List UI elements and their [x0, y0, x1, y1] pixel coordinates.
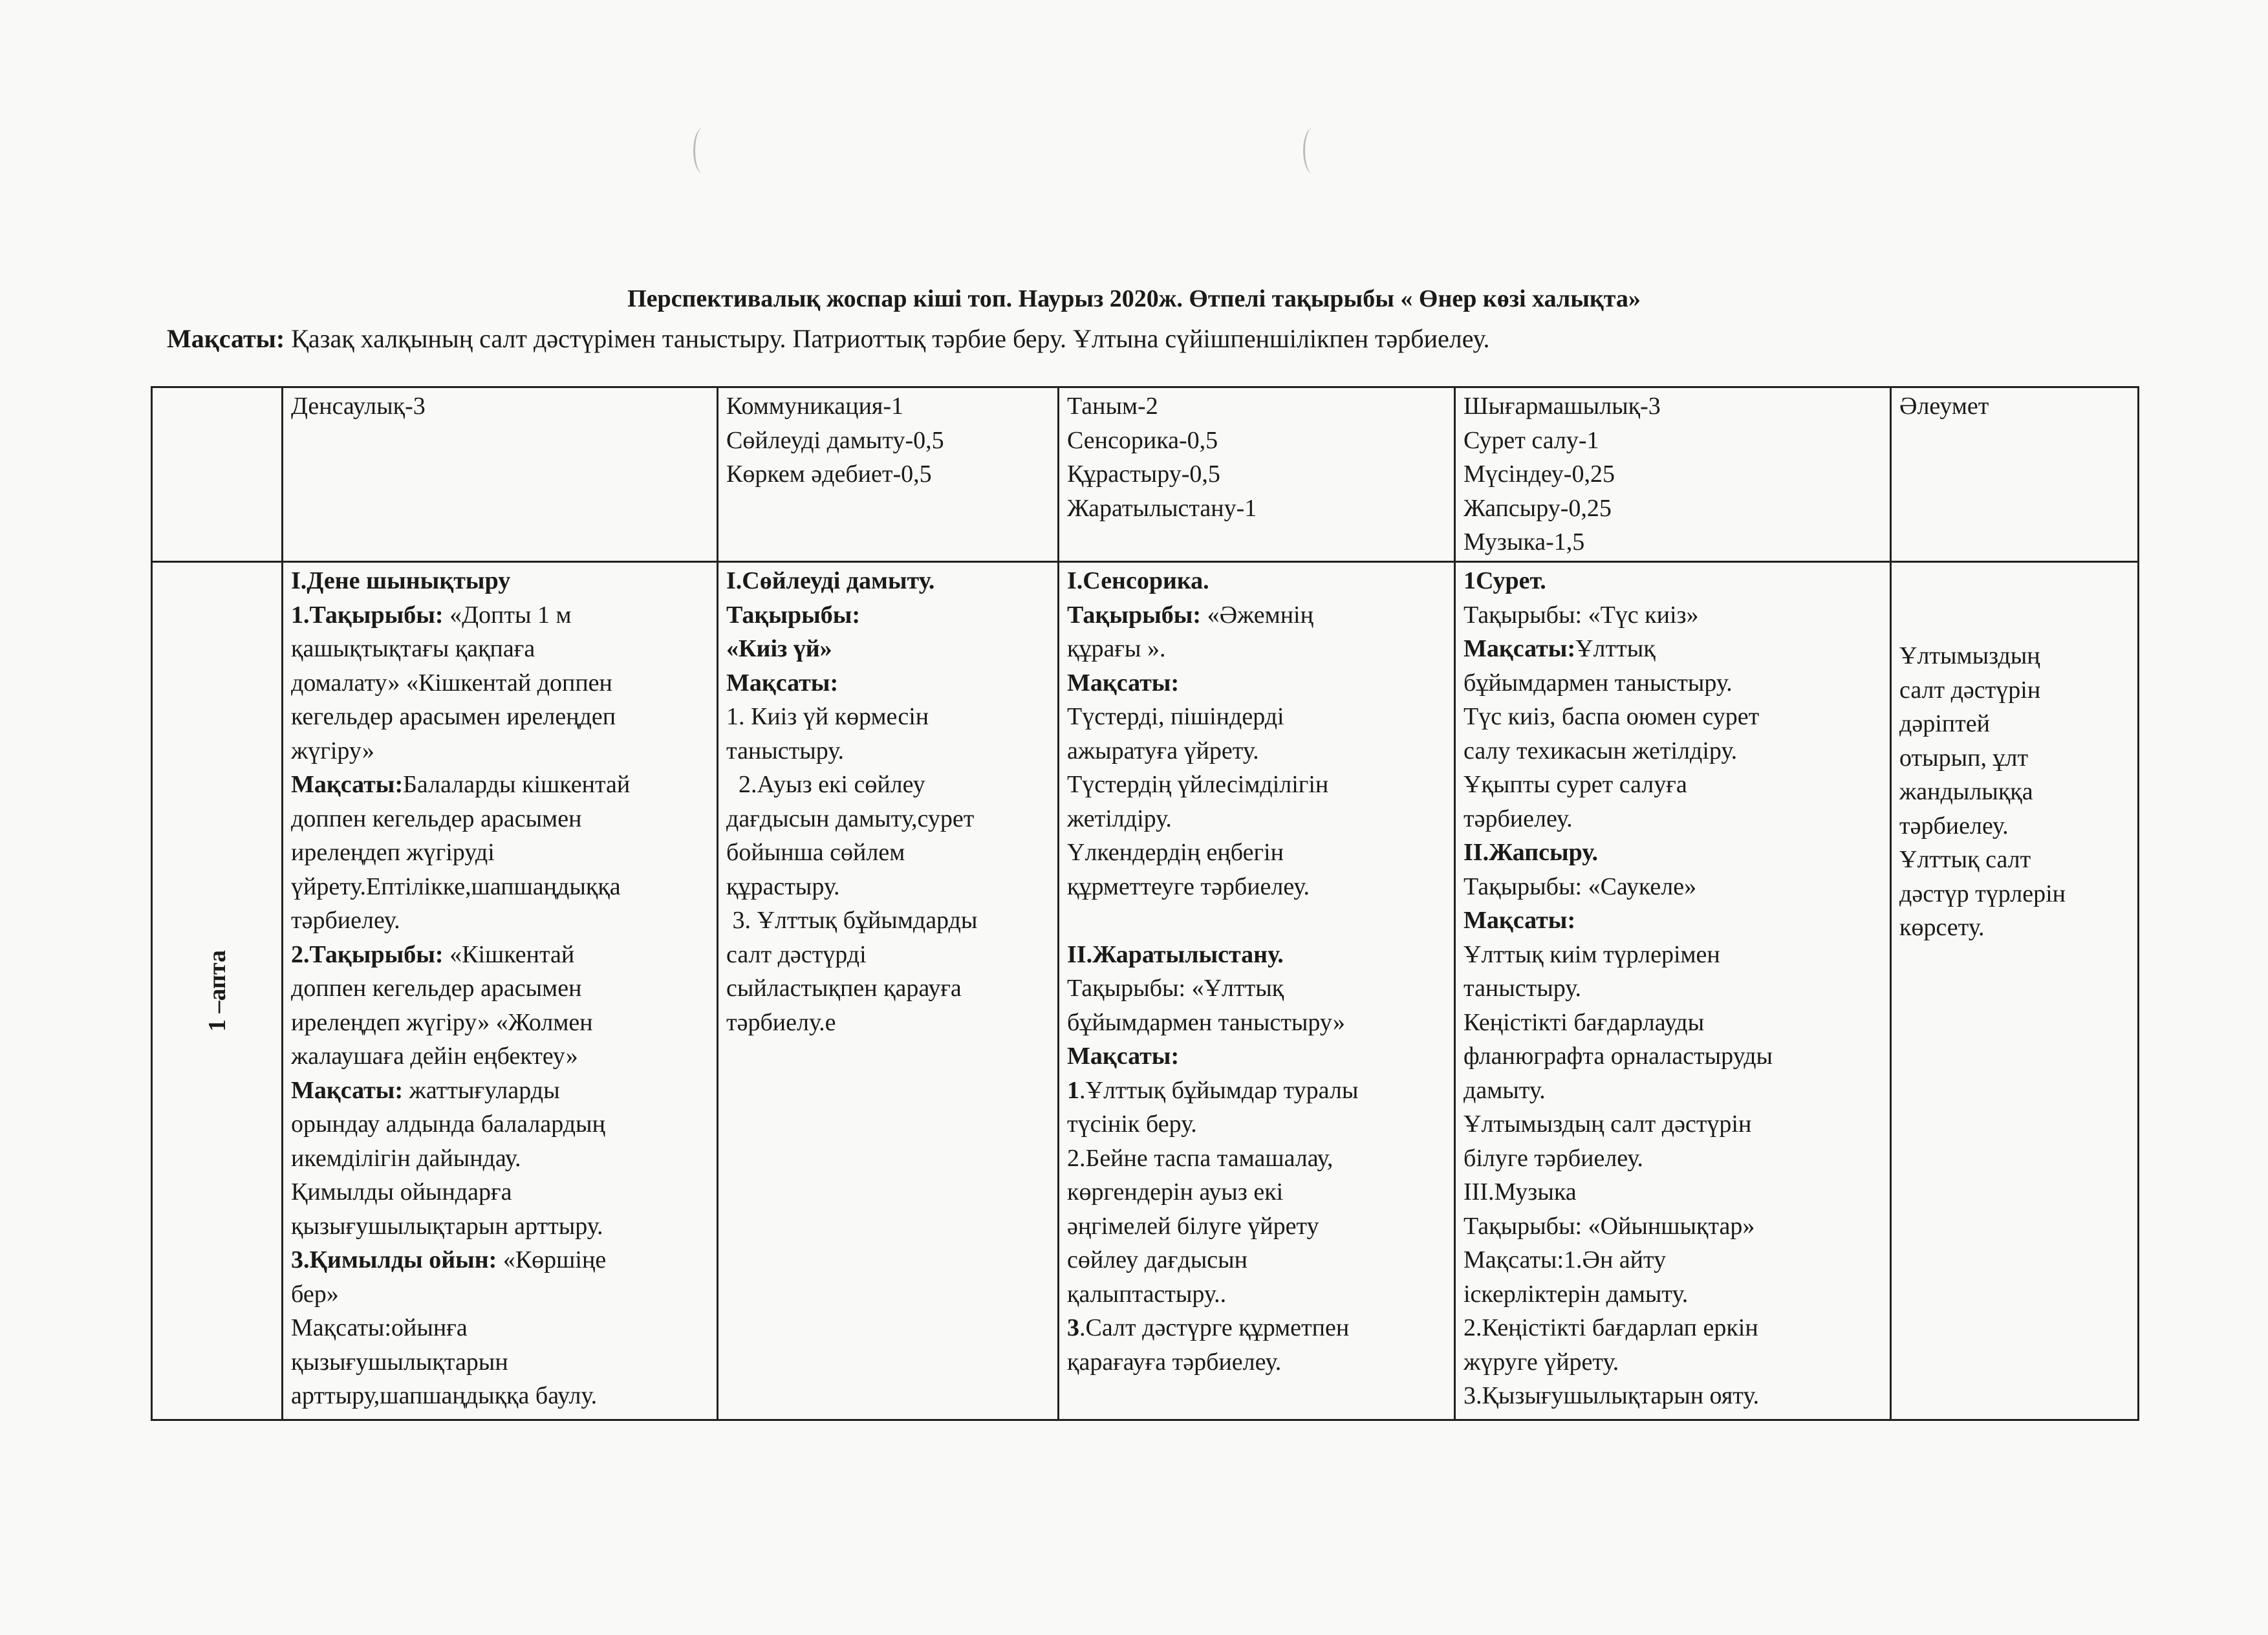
- text-line: ІІ.Жапсыру.: [1463, 839, 1598, 866]
- text-run: .Ұлттық бұйымдар туралы: [1079, 1076, 1359, 1104]
- text-line: доппен кегельдер арасымен: [291, 805, 582, 832]
- text-line: Мақсаты:1.Ән айту: [1463, 1246, 1667, 1273]
- text-line: көрсету.: [1899, 914, 1985, 941]
- text-line: Тақырыбы: «Түс киіз»: [1463, 601, 1699, 629]
- text-line: Үлкендердің еңбегін: [1067, 839, 1284, 866]
- header-line: Сурет салу-1: [1463, 426, 1599, 454]
- bold-label: Мақсаты:: [291, 771, 404, 798]
- page-title: Перспективалық жоспар кіші топ. Наурыз 2020ж. Өтпелі тақырыбы « Өнер көзі халықта»: [627, 285, 1641, 312]
- punch-hole-left: [693, 128, 712, 173]
- bold-label: Мақсаты:: [1463, 635, 1576, 662]
- text-line: Қимылды ойындарға: [291, 1178, 512, 1206]
- text-line: І.Дене шынықтыру: [291, 567, 511, 594]
- text-line: [291, 938, 709, 972]
- header-line: Құрастыру-0,5: [1067, 460, 1220, 488]
- text-line: Ұлттық киім түрлерімен: [1463, 940, 1720, 968]
- text-line: [291, 1074, 709, 1108]
- text-line: [291, 768, 709, 802]
- text-line: құрағы ».: [1067, 635, 1166, 662]
- text-run: «Көршіңе: [497, 1246, 607, 1273]
- bold-label: Тақырыбы:: [1067, 601, 1202, 629]
- plan-table: [151, 386, 2139, 1421]
- text-line: бер»: [291, 1280, 339, 1308]
- text-line: фланюграфта орналастыруды: [1463, 1043, 1773, 1070]
- text-line: сөйлеу дағдысын: [1067, 1246, 1247, 1273]
- header-line: Сөйлеуді дамыту-0,5: [726, 426, 944, 454]
- header-line: Жапсыру-0,25: [1463, 494, 1612, 522]
- text-line: таныстыру.: [1463, 975, 1582, 1002]
- bold-label: Мақсаты:: [291, 1076, 404, 1104]
- text-line: 2.Ауыз екі сөйлеу: [726, 771, 925, 798]
- aim-line: [167, 323, 2172, 354]
- header-line: Сенсорика-0,5: [1067, 426, 1218, 454]
- text-line: салт дәстүрді: [726, 940, 867, 968]
- text-line: қызығушылықтарын арттыру.: [291, 1212, 603, 1240]
- header-creativity: [1455, 387, 1891, 562]
- text-line: Түс киіз, баспа оюмен сурет: [1463, 703, 1760, 730]
- text-line: жетілдіру.: [1067, 805, 1172, 832]
- text-line: тәрбиелеу.: [1899, 812, 2009, 839]
- text-line: тәрбиелу.е: [726, 1008, 836, 1036]
- blank-line: [1067, 904, 1446, 938]
- text-line: жандылыққа: [1899, 778, 2033, 805]
- text-line: [1067, 1311, 1446, 1345]
- header-line: Таным-2: [1067, 393, 1158, 420]
- text-line: Ұлттық салт: [1899, 846, 2031, 873]
- text-line: Кеңістікті бағдарлауды: [1463, 1008, 1705, 1036]
- header-line: Коммуникация-1: [726, 393, 904, 420]
- text-line: әңгімелей білуге үйрету: [1067, 1212, 1319, 1240]
- text-line: Түстерді, пішіндерді: [1067, 703, 1284, 730]
- text-line: [291, 598, 709, 633]
- aim-text: Қазақ халқының салт дәстүрімен таныстыру. Патриоттық тәрбие беру. Ұлтына сүйішпеншілікпен тәрбиелеу.: [285, 324, 1490, 353]
- text-line: Мақсаты:: [1067, 669, 1180, 697]
- text-line: таныстыру.: [726, 737, 845, 764]
- text-line: Тақырыбы: «Ойыншықтар»: [1463, 1212, 1755, 1240]
- text-line: бойынша сөйлем: [726, 839, 905, 866]
- header-cognition: [1059, 387, 1455, 562]
- text-line: түсінік беру.: [1067, 1110, 1197, 1138]
- text-line: Мақсаты:ойынға: [291, 1314, 468, 1341]
- text-run: «Кішкентай: [443, 940, 575, 968]
- text-line: арттыру,шапшаңдыққа баулу.: [291, 1382, 598, 1409]
- header-line: Шығармашылық-3: [1463, 393, 1661, 420]
- text-line: икемділігін дайындау.: [291, 1144, 521, 1172]
- social-cell: [1891, 562, 2139, 1420]
- text-line: үйрету.Ептілікке,шапшаңдыққа: [291, 872, 621, 900]
- text-line: дағдысын дамыту,сурет: [726, 805, 975, 832]
- text-line: дамыту.: [1463, 1076, 1546, 1104]
- text-line: 3. Ұлттық бұйымдарды: [726, 907, 978, 934]
- text-run: .Салт дәстүрге құрметпен: [1079, 1314, 1350, 1341]
- text-line: Мақсаты:: [1463, 907, 1576, 934]
- communication-cell: [718, 562, 1059, 1420]
- text-line: көргендерін ауыз екі: [1067, 1178, 1284, 1206]
- header-line: Көркем әдебиет-0,5: [726, 460, 932, 488]
- text-run: «Әжемнің: [1201, 601, 1313, 629]
- spacer: [1899, 564, 2130, 639]
- text-line: Тақырыбы:: [726, 601, 861, 629]
- week-label: 1 –апта: [203, 949, 231, 1032]
- text-line: 2.Бейне таспа тамашалау,: [1067, 1144, 1334, 1172]
- text-line: тәрбиелеу.: [291, 907, 400, 934]
- health-cell: [283, 562, 718, 1420]
- text-line: [1067, 1074, 1446, 1108]
- text-line: қашықтықтағы қақпаға: [291, 635, 535, 662]
- text-line: құрметтеуге тәрбиелеу.: [1067, 872, 1310, 900]
- text-line: Мақсаты:: [726, 669, 839, 697]
- header-line: Денсаулық-3: [291, 393, 426, 420]
- text-line: қалыптастыру..: [1067, 1280, 1227, 1308]
- text-line: Тақырыбы: «Саукеле»: [1463, 872, 1697, 900]
- aim-label: Мақсаты:: [167, 324, 285, 353]
- text-line: Ұқыпты сурет салуға: [1463, 771, 1687, 798]
- text-run: жаттығуларды: [403, 1076, 560, 1104]
- bold-label: 3.Қимылды ойын:: [291, 1246, 497, 1273]
- text-line: ирелеңдеп жүгіруді: [291, 839, 495, 866]
- text-line: жалаушаға дейін еңбектеу»: [291, 1043, 578, 1070]
- text-line: [1067, 598, 1446, 633]
- text-line: іскерліктерін дамыту.: [1463, 1280, 1689, 1308]
- header-line: Мүсіндеу-0,25: [1463, 460, 1615, 488]
- text-line: Ұлтымыздың: [1899, 642, 2040, 669]
- text-line: отырып, ұлт: [1899, 744, 2029, 772]
- text-line: домалату» «Кішкентай доппен: [291, 669, 612, 697]
- text-line: кегельдер арасымен ирелеңдеп: [291, 703, 616, 730]
- text-line: жүруге үйрету.: [1463, 1348, 1619, 1376]
- text-line: қызығушылықтарын: [291, 1348, 508, 1376]
- text-line: ІІ.Жаратылыстану.: [1067, 940, 1284, 968]
- header-communication: [718, 387, 1059, 562]
- text-line: 3.Қызығушылықтарын ояту.: [1463, 1382, 1760, 1409]
- text-line: І.Сенсорика.: [1067, 567, 1209, 594]
- text-line: Ұлтымыздың салт дәстүрін: [1463, 1110, 1752, 1138]
- text-line: салт дәстүрін: [1899, 676, 2041, 704]
- text-line: Мақсаты:: [1067, 1043, 1180, 1070]
- text-line: дәріптей: [1899, 710, 1990, 737]
- text-line: қарағауға тәрбиелеу.: [1067, 1348, 1282, 1376]
- text-line: І.Сөйлеуді дамыту.: [726, 567, 935, 594]
- text-line: дәстүр түрлерін: [1899, 880, 2066, 907]
- header-row: [152, 387, 2139, 562]
- text-run: «Допты 1 м: [443, 601, 572, 629]
- text-line: ІІІ.Музыка: [1463, 1178, 1577, 1206]
- header-health: [283, 387, 718, 562]
- week-cell: [152, 562, 283, 1420]
- text-line: [291, 1243, 709, 1277]
- text-line: 2.Кеңістікті бағдарлап еркін: [1463, 1314, 1758, 1341]
- text-line: орындау алдында балалардың: [291, 1110, 605, 1138]
- text-line: 1Сурет.: [1463, 567, 1546, 594]
- text-line: 1. Киіз үй көрмесін: [726, 703, 929, 730]
- text-line: бұйымдармен таныстыру.: [1463, 669, 1733, 697]
- text-line: «Киіз үй»: [726, 635, 832, 662]
- punch-hole-right: [1303, 128, 1322, 173]
- bold-label: 3: [1067, 1314, 1079, 1341]
- week-row: [152, 562, 2139, 1420]
- header-empty-cell: [152, 387, 283, 562]
- header-line: Музыка-1,5: [1463, 528, 1585, 556]
- text-line: ирелеңдеп жүгіру» «Жолмен: [291, 1008, 593, 1036]
- header-social: [1891, 387, 2139, 562]
- text-line: бұйымдармен таныстыру»: [1067, 1008, 1345, 1036]
- text-line: [1463, 632, 1882, 666]
- text-line: салу техикасын жетілдіру.: [1463, 737, 1738, 764]
- text-run: Балаларды кішкентай: [403, 771, 631, 798]
- text-line: жүгіру»: [291, 737, 374, 764]
- bold-label: 2.Тақырыбы:: [291, 940, 444, 968]
- header-line: Әлеумет: [1899, 393, 1989, 420]
- text-line: құрастыру.: [726, 872, 840, 900]
- cognition-cell: [1059, 562, 1455, 1420]
- bold-label: 1: [1067, 1076, 1079, 1104]
- text-line: Түстердің үйлесімділігін: [1067, 771, 1329, 798]
- text-line: сыйластықпен қарауға: [726, 975, 962, 1002]
- text-line: Тақырыбы: «Ұлттық: [1067, 975, 1284, 1002]
- bold-label: 1.Тақырыбы:: [291, 601, 444, 629]
- text-line: ажыратуға үйрету.: [1067, 737, 1259, 764]
- creativity-cell: [1455, 562, 1891, 1420]
- text-line: тәрбиелеу.: [1463, 805, 1573, 832]
- text-line: білуге тәрбиелеу.: [1463, 1144, 1643, 1172]
- text-run: Ұлттық: [1575, 635, 1656, 662]
- text-line: доппен кегельдер арасымен: [291, 975, 582, 1002]
- header-line: Жаратылыстану-1: [1067, 494, 1257, 522]
